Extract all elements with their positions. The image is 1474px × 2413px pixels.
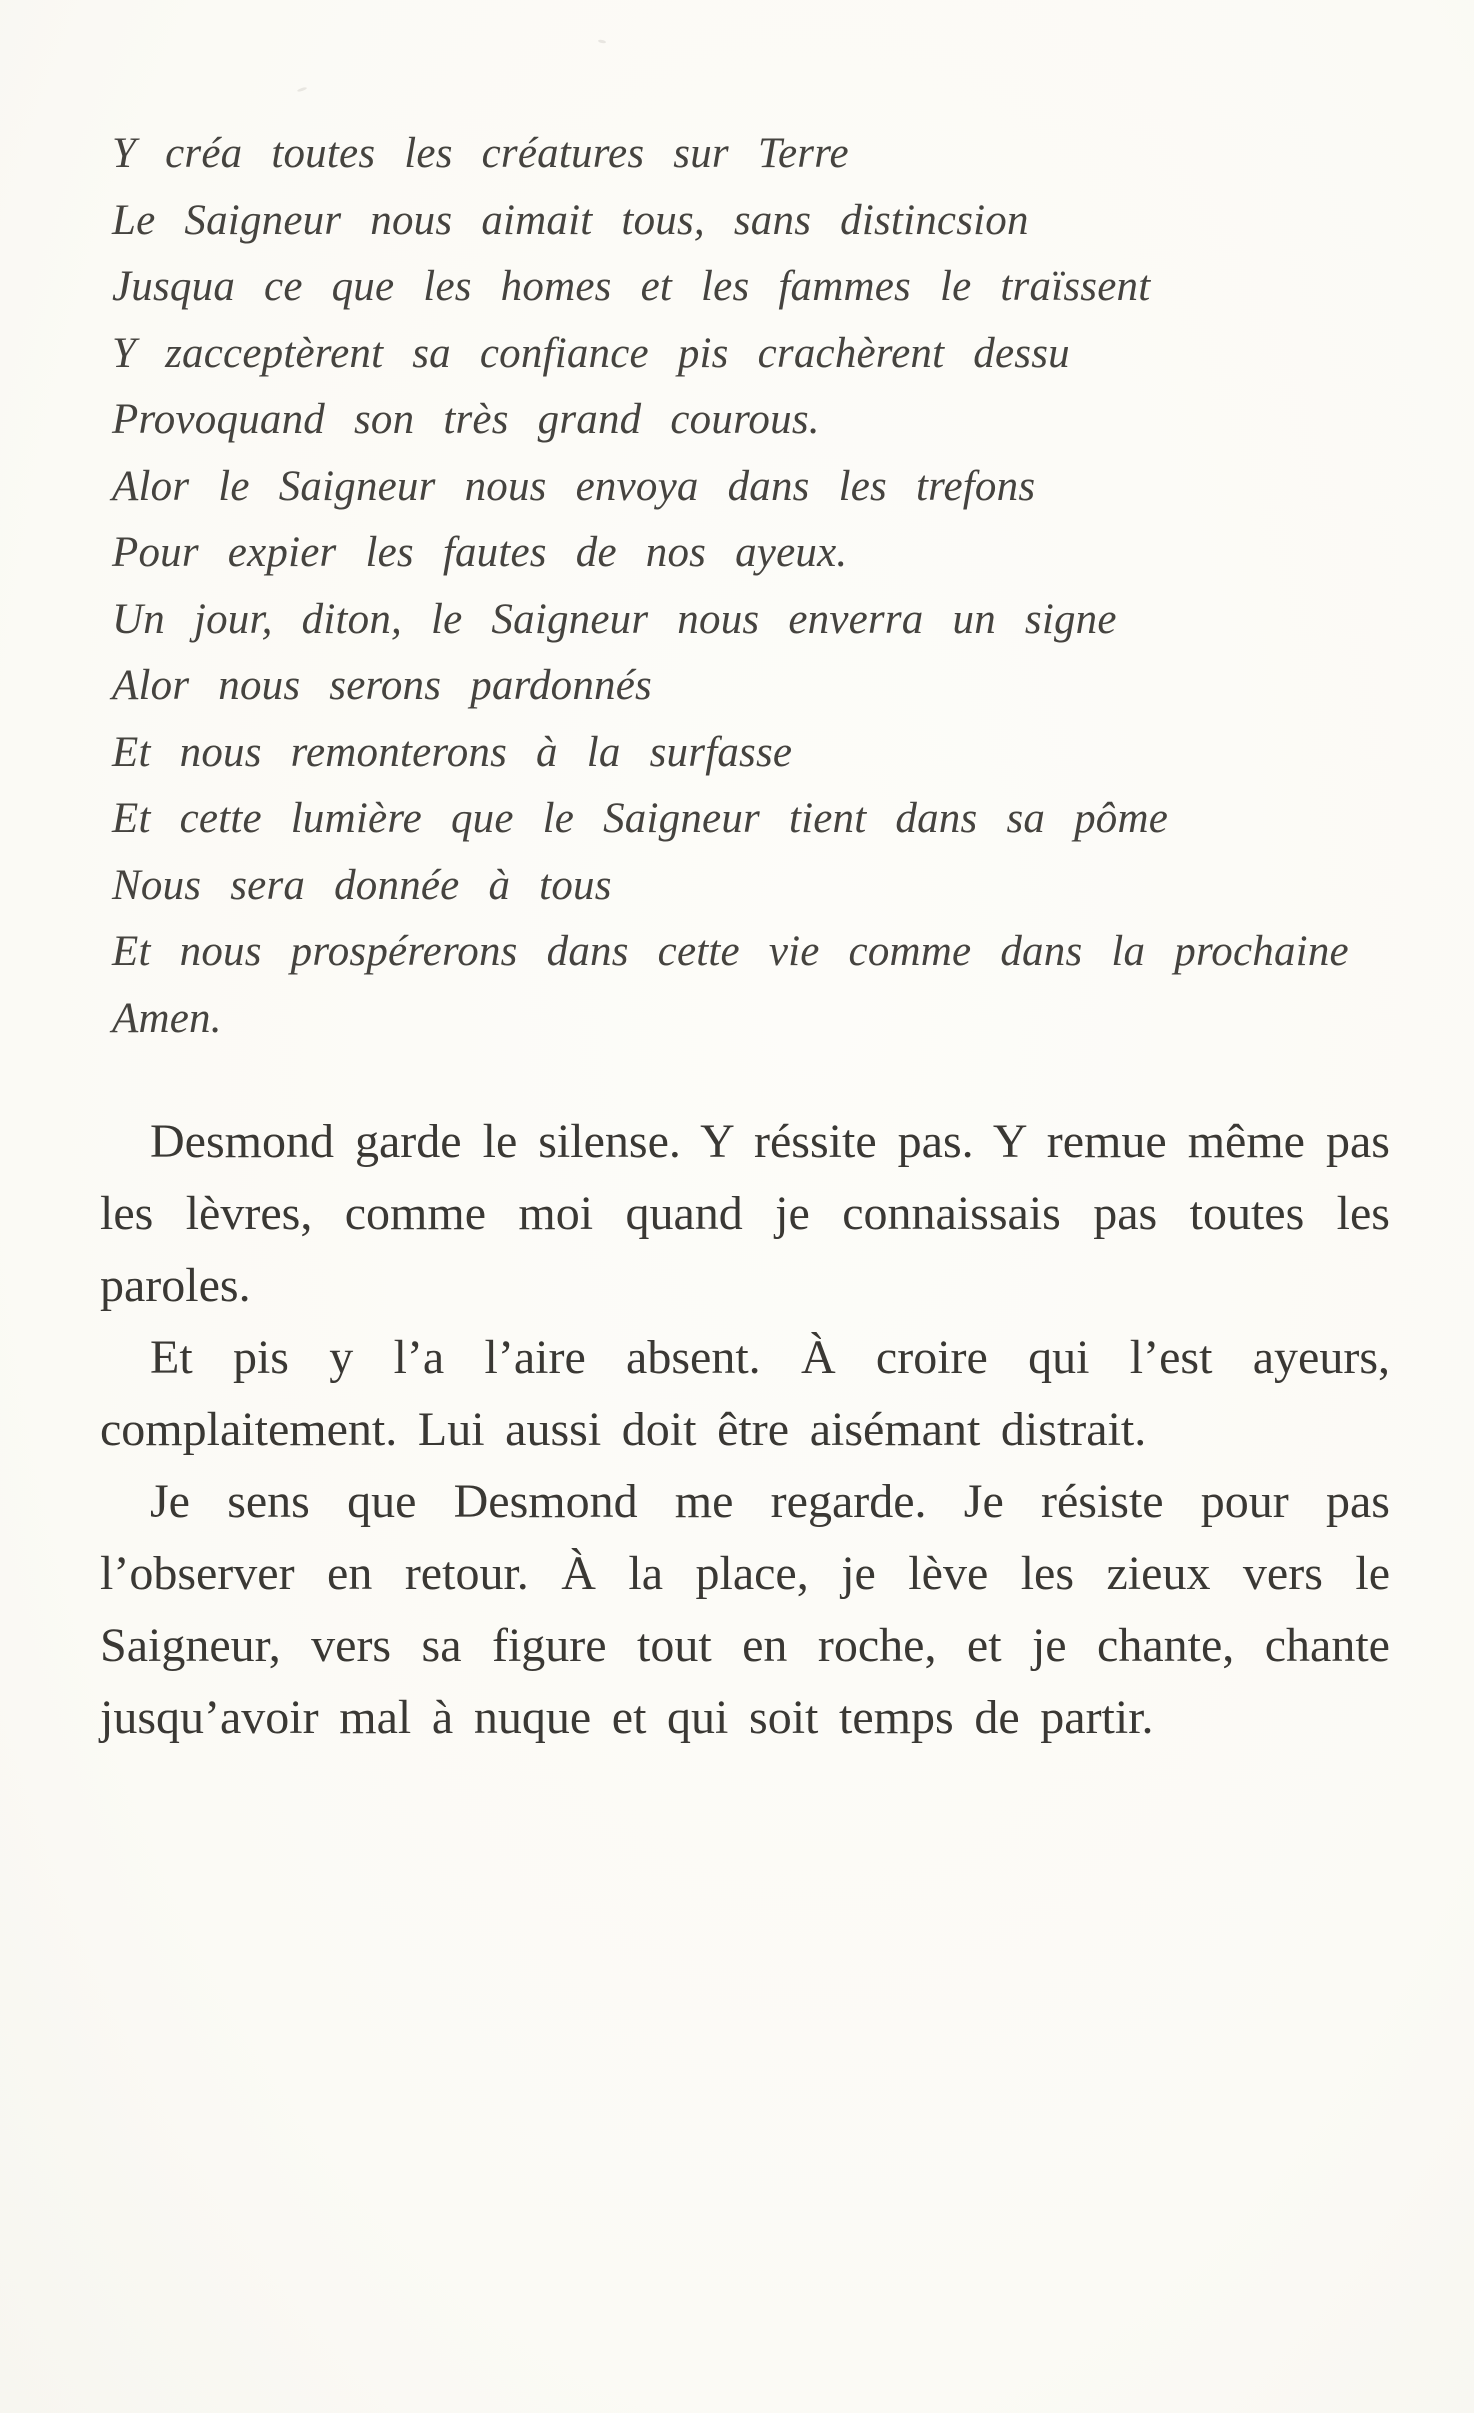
verse-line: Y créa toutes les créatures sur Terre (112, 130, 849, 177)
hymn-verse-block (112, 121, 1387, 1052)
verse-line: Et cette lumière que le Saigneur tient dans sa pôme (112, 795, 1169, 842)
verse-line: Provoquand son très grand courous. (112, 396, 820, 443)
verse-line: Alor le Saigneur nous envoya dans les trefons (112, 462, 1036, 510)
narrative-prose-block (100, 1106, 1390, 1754)
verse-line: Et nous prospérerons dans cette vie comme dans la prochaine (112, 928, 1349, 975)
verse-line: Un jour, diton, le Saigneur nous enverra un signe (112, 595, 1117, 643)
prose-paragraph: Et pis y l’a l’aire absent. À croire qui l’est ayeurs, complaitement. Lui aussi doit être aisémant distrait. (100, 1331, 1390, 1456)
verse-line: Alor nous serons pardonnés (112, 662, 652, 709)
prose-paragraph: Je sens que Desmond me regarde. Je résiste pour pas l’observer en retour. À la place, je lève les zieux vers le Saigneur, vers sa figure tout en roche, et je chante, chante jusqu’avoir mal à nuque et qui soit temps de partir. (100, 1475, 1390, 1744)
verse-line: Y zacceptèrent sa confiance pis crachèrent dessu (112, 329, 1070, 377)
verse-line: Nous sera donnée à tous (112, 861, 612, 909)
verse-line: Pour expier les fautes de nos ayeux. (112, 529, 848, 576)
verse-line: Et nous remonterons à la surfasse (112, 728, 793, 776)
verse-line: Le Saigneur nous aimait tous, sans distincsion (112, 196, 1029, 244)
verse-line: Amen. (112, 994, 222, 1042)
prose-paragraph: Desmond garde le silense. Y réssite pas. Y remue même pas les lèvres, comme moi quand je connaissais pas toutes les paroles. (100, 1115, 1390, 1312)
verse-line: Jusqua ce que les homes et les fammes le traïssent (112, 263, 1151, 310)
